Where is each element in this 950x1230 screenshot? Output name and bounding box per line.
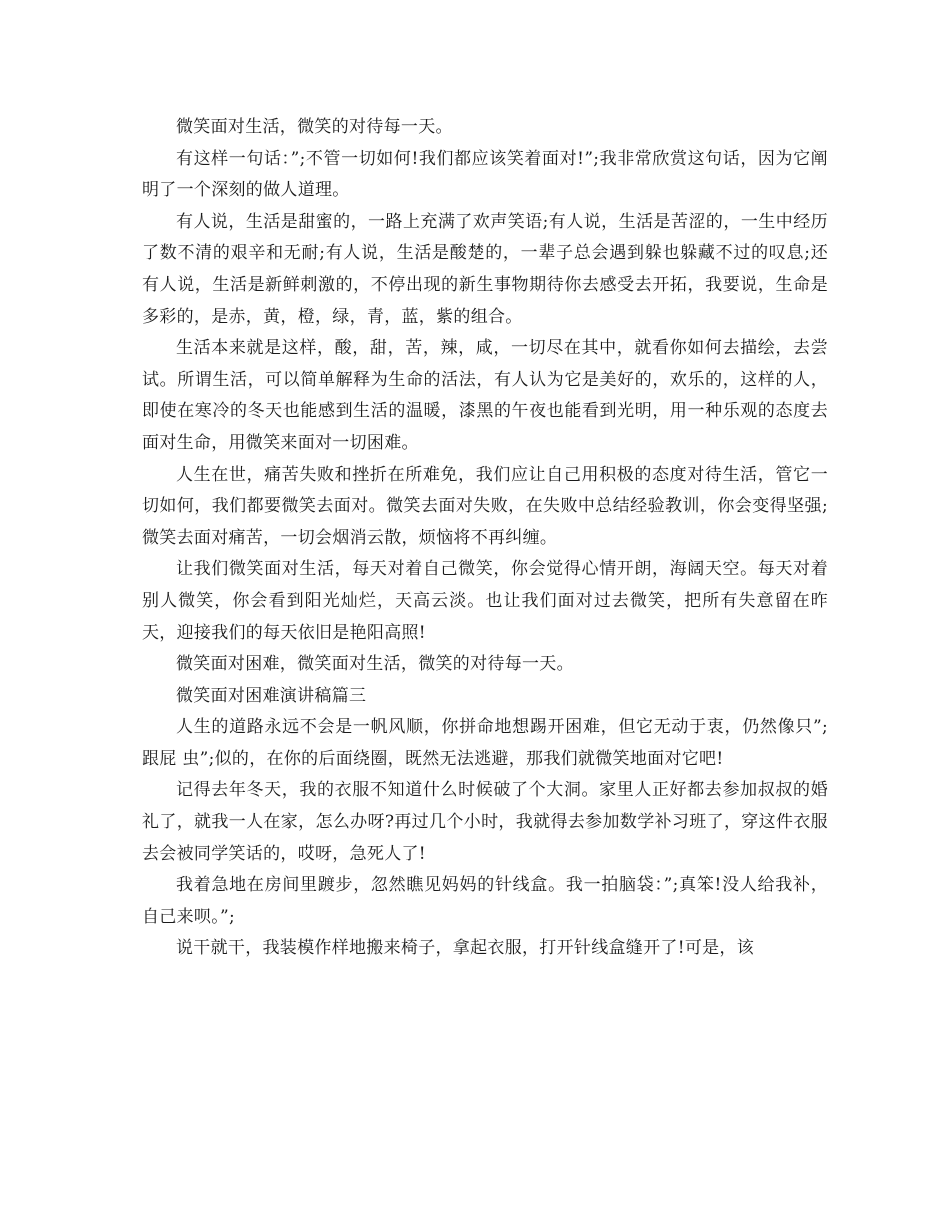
paragraph-1: 微笑面对生活，微笑的对待每一天。 (176, 117, 453, 137)
paragraph-3: 有人说，生活是甜蜜的，一路上充满了欢声笑语;有人说，生活是苦涩的，一生中经历了数不清的艰辛和无耐;有人说，生活是酸楚的，一辈子总会遇到躲也躲藏不过的叹息;还有人说，生活是新鲜刺激的，不停出现的新生事物期待你去感受去开拓，我要说，生命是多彩的，是赤，黄，橙，绿，青，蓝，紫的组合。 (142, 211, 828, 327)
document-body (142, 112, 828, 965)
paragraph-12: 说干就干，我装模作样地搬来椅子，拿起衣服，打开针线盒缝开了!可是，该 (176, 938, 755, 959)
paragraph-10: 记得去年冬天，我的衣服不知道什么时候破了个大洞。家里人正好都去参加叔叔的婚礼了，就我一人在家，怎么办呀?再过几个小时，我就得去参加数学补习班了，穿这件衣服去会被同学笑话的，哎呀，急死人了! (142, 780, 828, 864)
paragraph-11: 我着急地在房间里踱步，忽然瞧见妈妈的针线盒。我一拍脑袋：”;真笨!没人给我补，自己来呗。”; (142, 875, 828, 927)
paragraph-5: 人生在世，痛苦失败和挫折在所难免，我们应让自己用积极的态度对待生活，管它一切如何，我们都要微笑去面对。微笑去面对失败，在失败中总结经验教训，你会变得坚强;微笑去面对痛苦，一切会烟消云散，烦恼将不再纠缠。 (142, 464, 828, 548)
paragraph-9: 人生的道路永远不会是一帆风顺，你拼命地想踢开困难，但它无动于衷，仍然像只”;跟屁 虫”;似的，在你的后面绕圈，既然无法逃避，那我们就微笑地面对它吧! (142, 717, 828, 769)
paragraph-4: 生活本来就是这样，酸，甜，苦，辣，咸，一切尽在其中，就看你如何去描绘，去尝试。所谓生活，可以简单解释为生命的活法，有人认为它是美好的，欢乐的，这样的人，即使在寒冷的冬天也能感到生活的温暖，漆黑的午夜也能看到光明，用一种乐观的态度去面对生命，用微笑来面对一切困难。 (142, 338, 828, 453)
paragraph-7: 微笑面对困难，微笑面对生活，微笑的对待每一天。 (176, 654, 574, 675)
paragraph-6: 让我们微笑面对生活，每天对着自己微笑，你会觉得心情开朗，海阔天空。每天对着别人微笑，你会看到阳光灿烂，天高云淡。也让我们面对过去微笑，把所有失意留在昨天，迎接我们的每天依旧是艳阳高照! (142, 559, 828, 643)
paragraph-2: 有这样一句话：”;不管一切如何!我们都应该笑着面对!”;我非常欣赏这句话，因为它阐明了一个深刻的做人道理。 (142, 148, 828, 201)
section-heading: 微笑面对困难演讲稿篇三 (176, 685, 367, 706)
